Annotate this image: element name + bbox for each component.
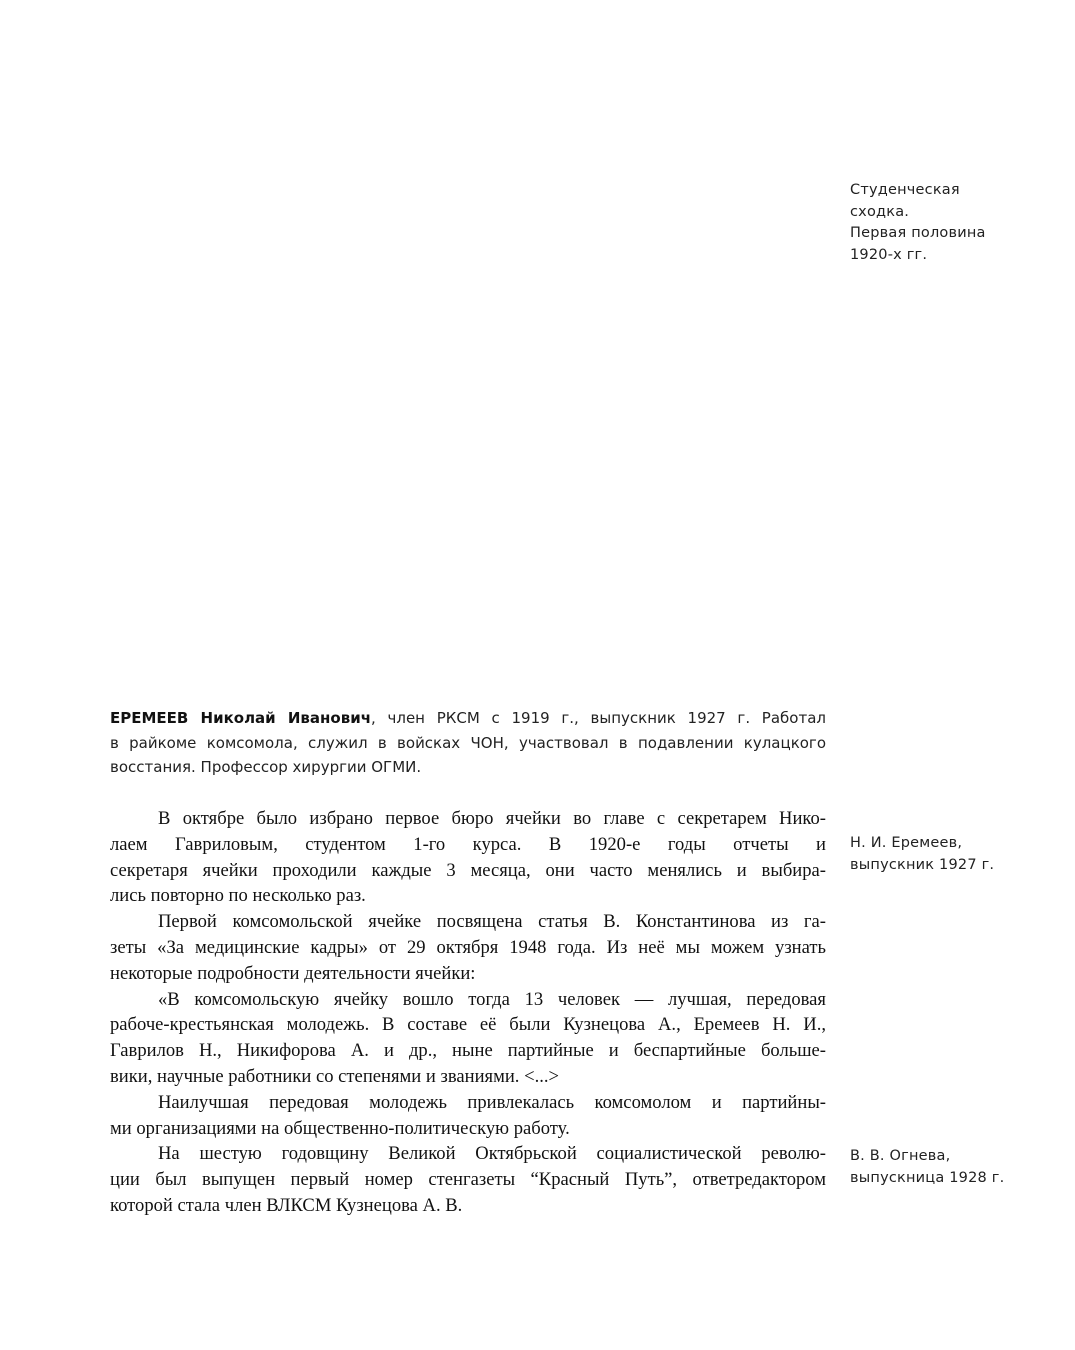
- caption-line: Студенческая: [850, 182, 960, 198]
- portrait-caption-eremeev: [850, 833, 1050, 876]
- body-line: лись повторно по несколько раз.: [110, 885, 366, 907]
- portrait-caption-ogneva: [850, 1146, 1050, 1189]
- body-line: Первой комсомольской ячейке посвящена статья В. Константинова из га-: [158, 911, 826, 933]
- body-line: На шестую годовщину Великой Октябрьской социалистической револю-: [158, 1143, 826, 1165]
- body-line: ми организациями на общественно-политическую работу.: [110, 1117, 570, 1139]
- article-body: [110, 806, 826, 1219]
- body-line: вики, научные работники со степенями и званиями. <...>: [110, 1065, 560, 1087]
- photo-caption: [850, 180, 1050, 266]
- caption-line: выпускница 1928 г.: [850, 1169, 1005, 1186]
- caption-line: В. В. Огнева,: [850, 1148, 951, 1164]
- body-line: Гаврилов Н., Никифорова А. и др., ныне партийные и беспартийные больше-: [110, 1040, 826, 1062]
- bio-name: ЕРЕМЕЕВ Николай Иванович: [110, 709, 371, 727]
- body-line: Наилучшая передовая молодежь привлекалась комсомолом и партийны-: [158, 1091, 826, 1113]
- caption-line: 1920-х гг.: [850, 246, 928, 263]
- caption-line: Первая половина: [850, 225, 986, 241]
- caption-line: сходка.: [850, 203, 910, 220]
- body-line: лаем Гавриловым, студентом 1-го курса. В 1920-е годы отчеты и: [110, 833, 826, 855]
- biography-note: [110, 706, 826, 780]
- body-line: некоторые подробности деятельности ячейки:: [110, 962, 476, 984]
- bio-line: восстания. Профессор хирургии ОГМИ.: [110, 758, 422, 776]
- body-line: которой стала член ВЛКСМ Кузнецова А. В.: [110, 1194, 463, 1216]
- body-line: ции был выпущен первый номер стенгазеты “Красный Путь”, ответредактором: [110, 1169, 826, 1191]
- body-line: В октябре было избрано первое бюро ячейки во главе с секретарем Нико-: [158, 808, 826, 829]
- body-line: секретаря ячейки проходили каждые 3 месяца, они часто менялись и выбира-: [110, 859, 826, 881]
- bio-line: [110, 706, 826, 731]
- bio-line: в райкоме комсомола, служил в войсках ЧОН, участвовал в подавлении кулацкого: [110, 733, 826, 752]
- body-line: зеты «За медицинские кадры» от 29 октября 1948 года. Из неё мы можем узнать: [110, 936, 826, 958]
- bio-line1-rest: , член РКСМ с 1919 г., выпускник 1927 г. Работал: [371, 709, 826, 727]
- caption-line: Н. И. Еремеев,: [850, 835, 963, 851]
- body-line: «В комсомольскую ячейку вошло тогда 13 человек — лучшая, передовая: [158, 988, 826, 1010]
- caption-line: выпускник 1927 г.: [850, 856, 995, 873]
- body-line: рабоче-крестьянская молодежь. В составе её были Кузнецова А., Еремеев Н. И.,: [110, 1014, 826, 1036]
